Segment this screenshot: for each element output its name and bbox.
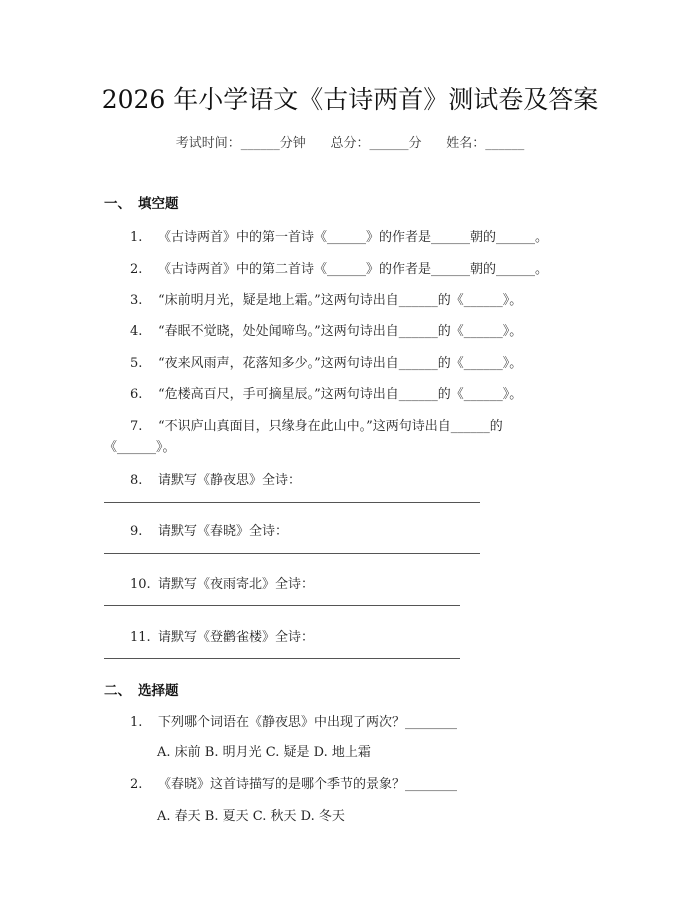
question-number: 1.	[130, 230, 143, 245]
answer-line[interactable]	[104, 553, 480, 554]
question	[130, 626, 314, 645]
question-continuation: 《______》。	[104, 440, 176, 455]
page-title: 2026 年小学语文《古诗两首》测试卷及答案	[101, 85, 599, 114]
question	[130, 415, 503, 434]
question	[130, 573, 314, 592]
question	[130, 289, 522, 308]
question	[130, 711, 457, 730]
question-number: 3.	[130, 293, 143, 308]
question-number: 2.	[130, 262, 143, 277]
question	[130, 226, 548, 245]
question-text: 《春晓》这首诗描写的是哪个季节的景象？________	[158, 777, 458, 792]
question-number: 11.	[130, 630, 151, 645]
question	[130, 520, 288, 539]
question-text: 下列哪个词语在《静夜思》中出现了两次？________	[158, 715, 458, 730]
section-title: 选择题	[138, 683, 179, 699]
question-text: “春眠不觉晓，处处闻啼鸟。”这两句诗出自______的《______》。	[158, 324, 523, 339]
exam-info: 考试时间：______分钟 总分：______分 姓名：______	[175, 136, 525, 151]
answer-line[interactable]	[104, 605, 460, 606]
question-number: 9.	[130, 524, 143, 539]
question-text: 《古诗两首》中的第二首诗《______》的作者是______朝的______。	[158, 262, 549, 277]
question-number: 6.	[130, 387, 143, 402]
answer-line[interactable]	[104, 502, 480, 503]
question-text: “床前明月光，疑是地上霜。”这两句诗出自______的《______》。	[158, 293, 523, 308]
question	[130, 469, 301, 488]
question-number: 4.	[130, 324, 143, 339]
question-number: 7.	[130, 419, 143, 434]
question-number: 2.	[130, 777, 143, 792]
section-number: 一、	[104, 196, 131, 212]
section-number: 二、	[104, 683, 131, 699]
question	[130, 773, 457, 792]
question-text: 请默写《夜雨寄北》全诗：	[158, 577, 315, 592]
question	[130, 320, 522, 339]
section-heading-multiple-choice	[104, 679, 179, 699]
question	[130, 352, 522, 371]
question-number: 10.	[130, 577, 151, 592]
answer-line[interactable]	[104, 658, 460, 659]
question-number: 5.	[130, 356, 143, 371]
section-title: 填空题	[138, 196, 179, 212]
answer-options: A. 春天 B. 夏天 C. 秋天 D. 冬天	[157, 809, 345, 824]
question-text: 《古诗两首》中的第一首诗《______》的作者是______朝的______。	[158, 230, 549, 245]
question-number: 1.	[130, 715, 143, 730]
section-heading-fill-in	[104, 192, 179, 212]
question-text: “不识庐山真面目，只缘身在此山中。”这两句诗出自______的	[158, 419, 503, 434]
question	[130, 383, 522, 402]
question-text: 请默写《春晓》全诗：	[158, 524, 289, 539]
question-number: 8.	[130, 473, 143, 488]
question-text: “危楼高百尺，手可摘星辰。”这两句诗出自______的《______》。	[158, 387, 523, 402]
question-text: 请默写《登鹳雀楼》全诗：	[158, 630, 315, 645]
question-text: 请默写《静夜思》全诗：	[158, 473, 302, 488]
question	[130, 258, 548, 277]
answer-options: A. 床前 B. 明月光 C. 疑是 D. 地上霜	[157, 745, 371, 760]
question-text: “夜来风雨声，花落知多少。”这两句诗出自______的《______》。	[158, 356, 523, 371]
